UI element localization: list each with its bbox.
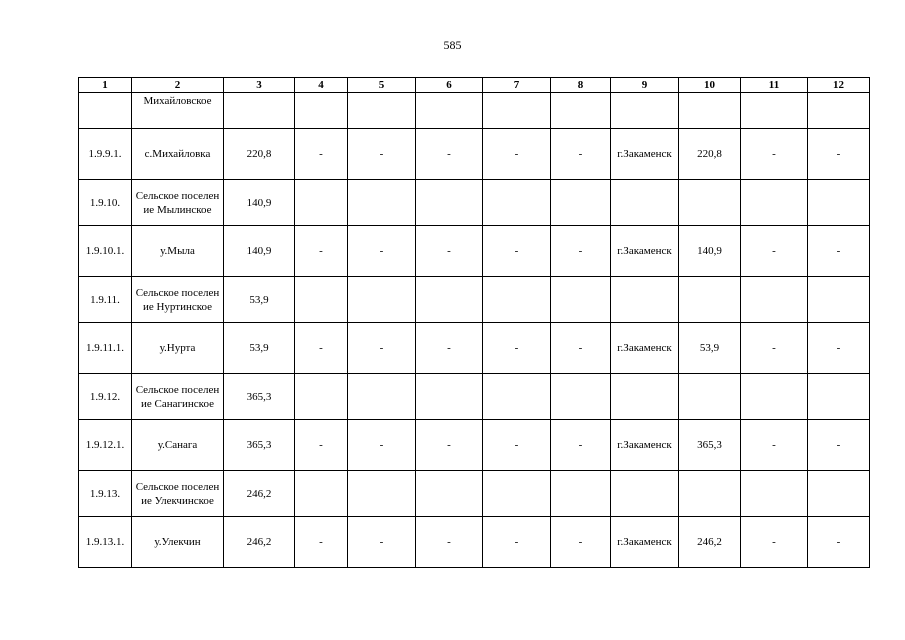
table-cell-col-11: - [741,420,808,471]
table-cell-col-6: - [416,517,483,568]
table-cell-col-3 [224,93,295,129]
table-cell-col-4 [295,471,348,517]
table-cell-col-3: 53,9 [224,277,295,323]
table-cell-col-1: 1.9.10. [79,180,132,226]
table-cell-col-5: - [348,517,416,568]
table-cell-col-7: - [483,323,551,374]
table-cell-col-1: 1.9.9.1. [79,129,132,180]
table-cell-col-8 [551,277,611,323]
table-cell-col-11: - [741,323,808,374]
table-cell-col-5 [348,180,416,226]
table-cell-col-9: г.Закаменск [611,226,679,277]
table-row [79,277,870,323]
table-cell-col-6: - [416,226,483,277]
table-cell-col-4: - [295,226,348,277]
table-cell-col-9 [611,277,679,323]
table-cell-col-1: 1.9.11. [79,277,132,323]
table-cell-col-6 [416,471,483,517]
table-cell-col-5: - [348,129,416,180]
table-cell-col-9 [611,180,679,226]
table-cell-col-5 [348,277,416,323]
page-number: 585 [443,38,462,52]
column-header-3: 3 [224,78,295,93]
table-cell-col-11: - [741,129,808,180]
table-cell-col-8 [551,93,611,129]
table-cell-col-2: у.Санага [132,420,224,471]
table-cell-col-6: - [416,420,483,471]
table-cell-col-12: - [808,129,870,180]
table-cell-col-10 [679,471,741,517]
column-header-5: 5 [348,78,416,93]
table-cell-col-5 [348,471,416,517]
table-cell-col-8 [551,471,611,517]
table-cell-col-1 [79,93,132,129]
table-cell-col-3: 53,9 [224,323,295,374]
table-row [79,471,870,517]
table-cell-col-12: - [808,323,870,374]
table-cell-col-8: - [551,517,611,568]
table-cell-col-3: 365,3 [224,420,295,471]
column-header-6: 6 [416,78,483,93]
table-cell-col-5: - [348,420,416,471]
table-cell-col-11: - [741,226,808,277]
table-cell-col-6: - [416,323,483,374]
table-row [79,374,870,420]
table-cell-col-4 [295,277,348,323]
table-cell-col-1: 1.9.12. [79,374,132,420]
table-cell-col-4: - [295,517,348,568]
table-cell-col-7: - [483,420,551,471]
table-cell-col-12: - [808,226,870,277]
table-cell-col-7 [483,374,551,420]
table-cell-col-8 [551,180,611,226]
table-cell-col-2: Сельское поселение Санагинское [132,374,224,420]
header-row [79,78,870,93]
column-header-12: 12 [808,78,870,93]
table-row [79,180,870,226]
table-cell-col-7 [483,471,551,517]
column-header-11: 11 [741,78,808,93]
table-cell-col-11 [741,374,808,420]
table-cell-col-7 [483,93,551,129]
table-cell-col-12 [808,277,870,323]
table-cell-col-8 [551,374,611,420]
table-cell-col-4 [295,93,348,129]
table-cell-col-10: 220,8 [679,129,741,180]
table-cell-col-12: - [808,420,870,471]
column-header-1: 1 [79,78,132,93]
table-cell-col-6 [416,374,483,420]
table-cell-col-7: - [483,517,551,568]
column-header-2: 2 [132,78,224,93]
table-cell-col-2: у.Мыла [132,226,224,277]
table-cell-col-6 [416,277,483,323]
table-cell-col-8: - [551,420,611,471]
table-cell-col-7 [483,180,551,226]
column-header-7: 7 [483,78,551,93]
table-cell-col-9: г.Закаменск [611,129,679,180]
table-cell-col-12 [808,180,870,226]
table-cell-col-5: - [348,323,416,374]
column-header-4: 4 [295,78,348,93]
table-cell-col-4: - [295,420,348,471]
table-cell-col-3: 140,9 [224,226,295,277]
table-row [79,93,870,129]
table-cell-col-9 [611,93,679,129]
table-cell-col-10: 140,9 [679,226,741,277]
table-cell-col-3: 246,2 [224,471,295,517]
table-cell-col-2: у.Улекчин [132,517,224,568]
table-cell-col-6 [416,93,483,129]
table-cell-col-9: г.Закаменск [611,420,679,471]
table-cell-col-4: - [295,129,348,180]
table-cell-col-2: с.Михайловка [132,129,224,180]
table-cell-col-2: у.Нурта [132,323,224,374]
table-cell-col-6 [416,180,483,226]
column-header-10: 10 [679,78,741,93]
table-cell-col-10: 365,3 [679,420,741,471]
table-cell-col-12 [808,471,870,517]
table-cell-col-7 [483,277,551,323]
column-header-8: 8 [551,78,611,93]
table-cell-col-2: Сельское поселение Мылинское [132,180,224,226]
table-cell-col-10: 53,9 [679,323,741,374]
table-cell-col-2: Сельское поселение Улекчинское [132,471,224,517]
table-cell-col-5 [348,93,416,129]
table-body [79,93,870,568]
table-cell-col-3: 365,3 [224,374,295,420]
table-cell-col-9 [611,374,679,420]
table-cell-col-4 [295,180,348,226]
table-cell-col-10 [679,93,741,129]
table-cell-col-9: г.Закаменск [611,323,679,374]
table-cell-col-6: - [416,129,483,180]
table-row [79,517,870,568]
table-cell-col-2: Михайловское [132,93,224,129]
table-cell-col-11: - [741,517,808,568]
table-cell-col-4: - [295,323,348,374]
column-header-9: 9 [611,78,679,93]
table-cell-col-9: г.Закаменск [611,517,679,568]
table-cell-col-4 [295,374,348,420]
table-cell-col-9 [611,471,679,517]
table-cell-col-8: - [551,129,611,180]
table-cell-col-3: 246,2 [224,517,295,568]
table-cell-col-10 [679,374,741,420]
table-cell-col-11 [741,93,808,129]
table-cell-col-1: 1.9.10.1. [79,226,132,277]
table-row [79,323,870,374]
table-cell-col-11 [741,277,808,323]
table-cell-col-10: 246,2 [679,517,741,568]
table-row [79,420,870,471]
table-cell-col-11 [741,180,808,226]
table-row [79,226,870,277]
table-cell-col-12 [808,93,870,129]
table-cell-col-7: - [483,129,551,180]
table-cell-col-1: 1.9.12.1. [79,420,132,471]
table-cell-col-12 [808,374,870,420]
table-cell-col-2: Сельское поселение Нуртинское [132,277,224,323]
data-table [78,77,870,568]
table-row [79,129,870,180]
table-cell-col-10 [679,277,741,323]
table-cell-col-8: - [551,226,611,277]
table-cell-col-8: - [551,323,611,374]
table-cell-col-3: 220,8 [224,129,295,180]
table-cell-col-1: 1.9.13. [79,471,132,517]
table-cell-col-1: 1.9.11.1. [79,323,132,374]
table-cell-col-10 [679,180,741,226]
table-cell-col-11 [741,471,808,517]
table-cell-col-3: 140,9 [224,180,295,226]
table-cell-col-5 [348,374,416,420]
table-cell-col-5: - [348,226,416,277]
table-cell-col-12: - [808,517,870,568]
table-cell-col-1: 1.9.13.1. [79,517,132,568]
table-cell-col-7: - [483,226,551,277]
